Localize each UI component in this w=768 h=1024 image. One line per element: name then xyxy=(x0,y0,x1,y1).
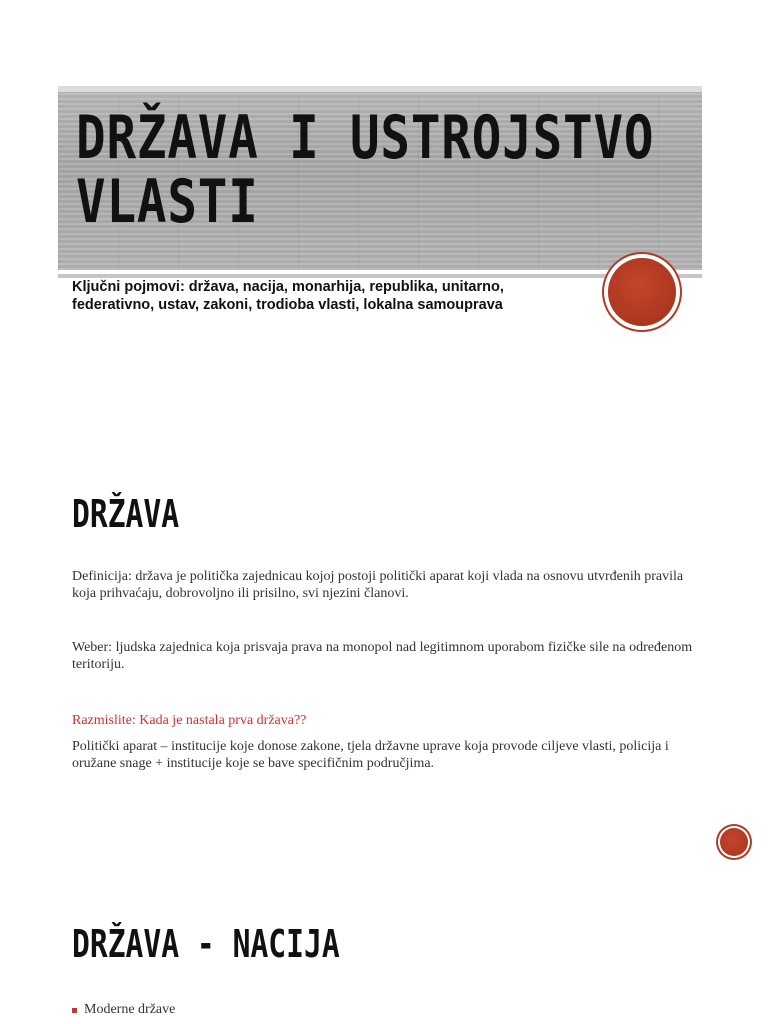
main-title-line1: DRŽAVA I USTROJSTVO xyxy=(76,103,655,173)
bullet-square-icon xyxy=(72,1008,77,1013)
bullet-item xyxy=(72,1002,175,1018)
drzava-nacija-slide xyxy=(0,880,768,1024)
key-terms-subtitle: Ključni pojmovi: država, nacija, monarhija, republika, unitarno, federativno, ustav, zakoni, trodioba vlasti, lokalna samouprava xyxy=(72,279,504,313)
slide-heading: DRŽAVA - NACIJA xyxy=(72,922,340,966)
definition-paragraph: Definicija: država je politička zajednicau kojoj postoji politički aparat koji vlada na osnovu utvrđenih pravila koja prihvaćaju, dobrovoljno ili prisilno, svi njezini članovi. xyxy=(72,569,684,601)
main-title xyxy=(76,103,655,237)
slide-heading: DRŽAVA xyxy=(72,492,180,536)
think-question: Razmislite: Kada je nastala prva država?? xyxy=(72,713,307,728)
political-apparatus-paragraph: Politički aparat – institucije koje donose zakone, tjela državne uprave koja provode ciljeve vlasti, policija i oružane snage + institucije koje se bave specifičnim područjima. xyxy=(72,739,669,771)
title-band xyxy=(58,86,702,270)
decorative-circle-small xyxy=(720,828,748,856)
title-slide xyxy=(0,0,768,440)
drzava-slide xyxy=(0,440,768,880)
decorative-circle xyxy=(608,258,676,326)
weber-paragraph: Weber: ljudska zajednica koja prisvaja prava na monopol nad legitimnom uporabom fizičke sile na određenom teritoriju. xyxy=(72,640,693,672)
main-title-line2: VLASTI xyxy=(76,167,259,237)
bullet-text: Moderne države xyxy=(84,1002,176,1017)
